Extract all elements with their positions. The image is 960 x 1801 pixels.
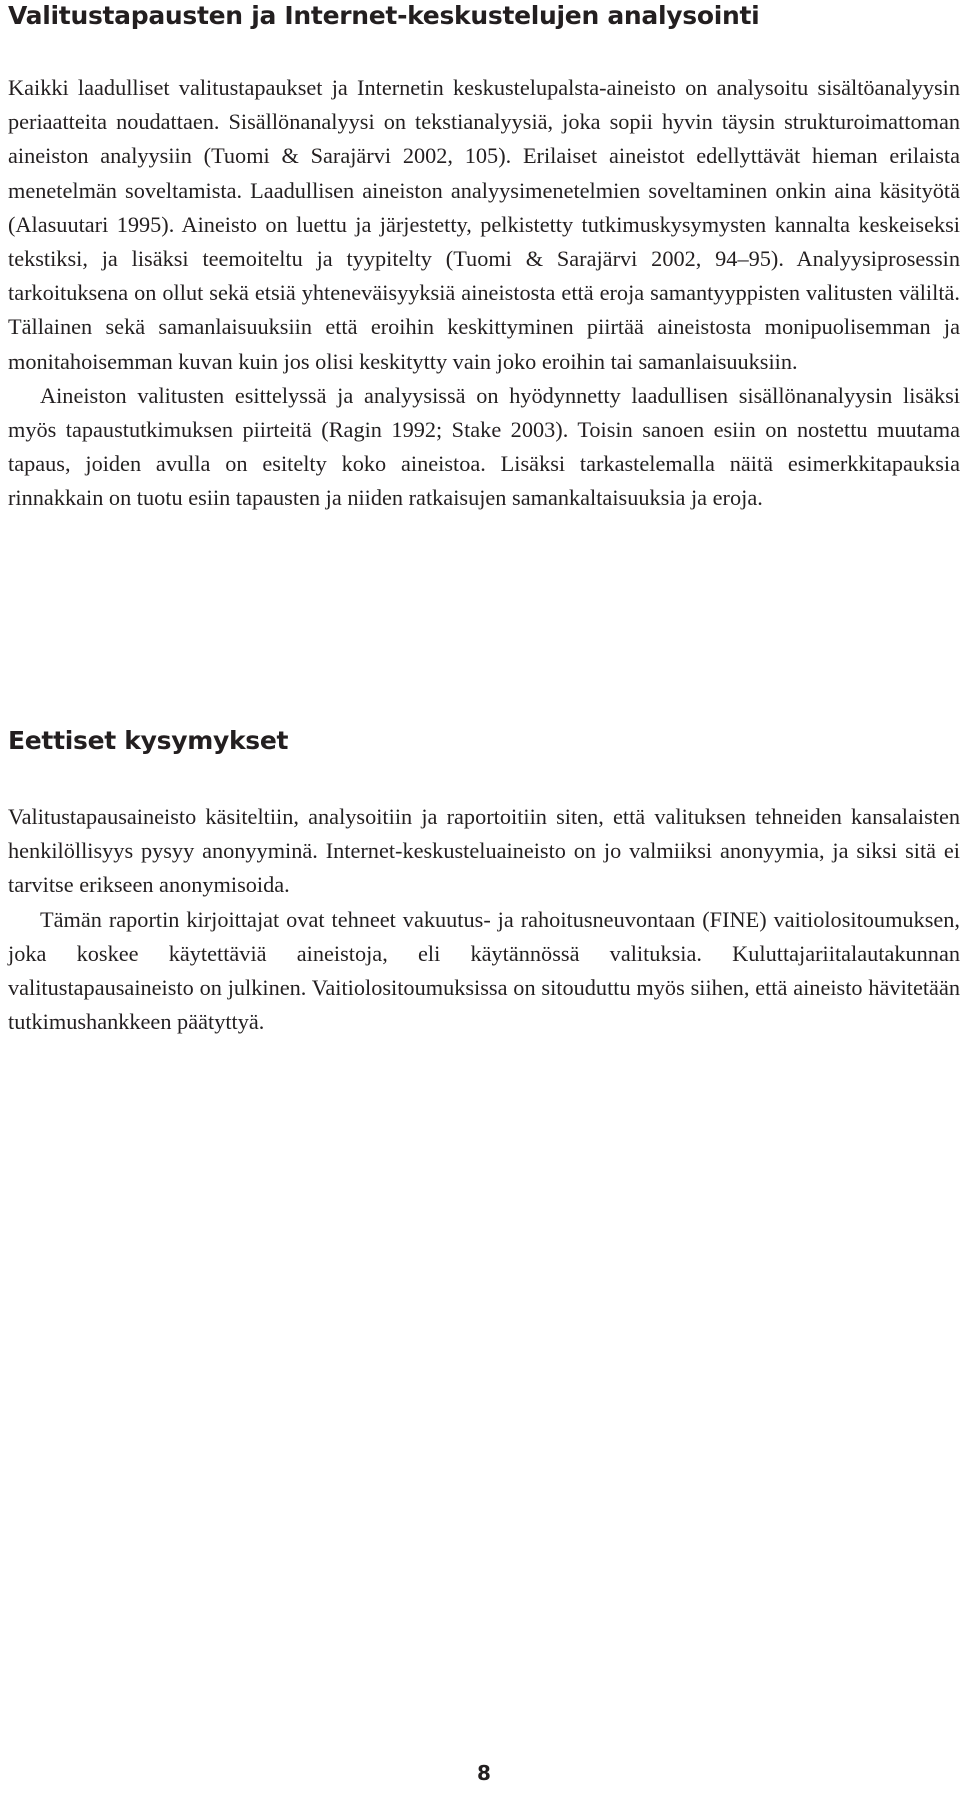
document-page [8,0,960,1801]
section-heading-ethics: Eettiset kysymykset [8,726,289,755]
paragraph: Tämän raportin kirjoittajat ovat tehneet vakuutus- ja rahoitusneuvontaan (FINE) vaitiolositoumuksen, joka koskee käytettäviä aineistoja, eli käytännössä valituksia. Kuluttajariitalautakunnan valitustapausaineisto on julkinen. Vaitiolositoumuksissa on sitouduttu myös siihen, että aineisto hävitetään tutkimushankkeen päätyttyä. [8,906,960,1035]
section-body-ethics [8,800,960,1039]
paragraph: Aineiston valitusten esittelyssä ja analyysissä on hyödynnetty laadullisen sisällönanalyysin lisäksi myös tapaustutkimuksen piirteitä (Ragin 1992; Stake 2003). Toisin sanoen esiin on nostettu muutama tapaus, joiden avulla on esitelty koko aineistoa. Lisäksi tarkastelemalla näitä esimerkkitapauksia rinnakkain on tuotu esiin tapausten ja niiden ratkaisujen samankaltaisuuksia ja eroja. [8,382,960,511]
section-heading-analysis: Valitustapausten ja Internet-keskustelujen analysointi [8,1,760,30]
paragraph: Valitustapausaineisto käsiteltiin, analysoitiin ja raportoitiin siten, että valituksen tehneiden kansalaisten henkilöllisyys pysyy anonyyminä. Internet-keskusteluaineisto on jo valmiiksi anonyymia, ja siksi sitä ei tarvitse erikseen anonymisoida. [8,804,960,898]
page-number: 8 [477,1761,491,1785]
paragraph: Kaikki laadulliset valitustapaukset ja Internetin keskustelupalsta-aineisto on analysoitu sisältöanalyysin periaatteita noudattaen. Sisällönanalyysi on tekstianalyysiä, joka sopii hyvin täysin strukturoimattoman aineiston analyysiin (Tuomi & Sarajärvi 2002, 105). Erilaiset aineistot edellyttävät hieman erilaista menetelmän soveltamista. Laadullisen aineiston analyysimenetelmien soveltaminen onkin aina käsityötä (Alasuutari 1995). Aineisto on luettu ja järjestetty, pelkistetty tutkimuskysymysten kannalta keskeiseksi tekstiksi, ja lisäksi teemoiteltu ja tyypitelty (Tuomi & Sarajärvi 2002, 94–95). Analyysiprosessin tarkoituksena on ollut sekä etsiä yhteneväisyyksiä aineistosta että eroja samantyyppisten valitusten väliltä. Tällainen sekä samanlaisuuksiin että eroihin keskittyminen piirtää aineistosta monipuolisemman ja monitahoisemman kuvan kuin jos olisi keskitytty vain joko eroihin tai samanlaisuuksiin. [8,75,960,374]
section-body-analysis [8,71,960,516]
